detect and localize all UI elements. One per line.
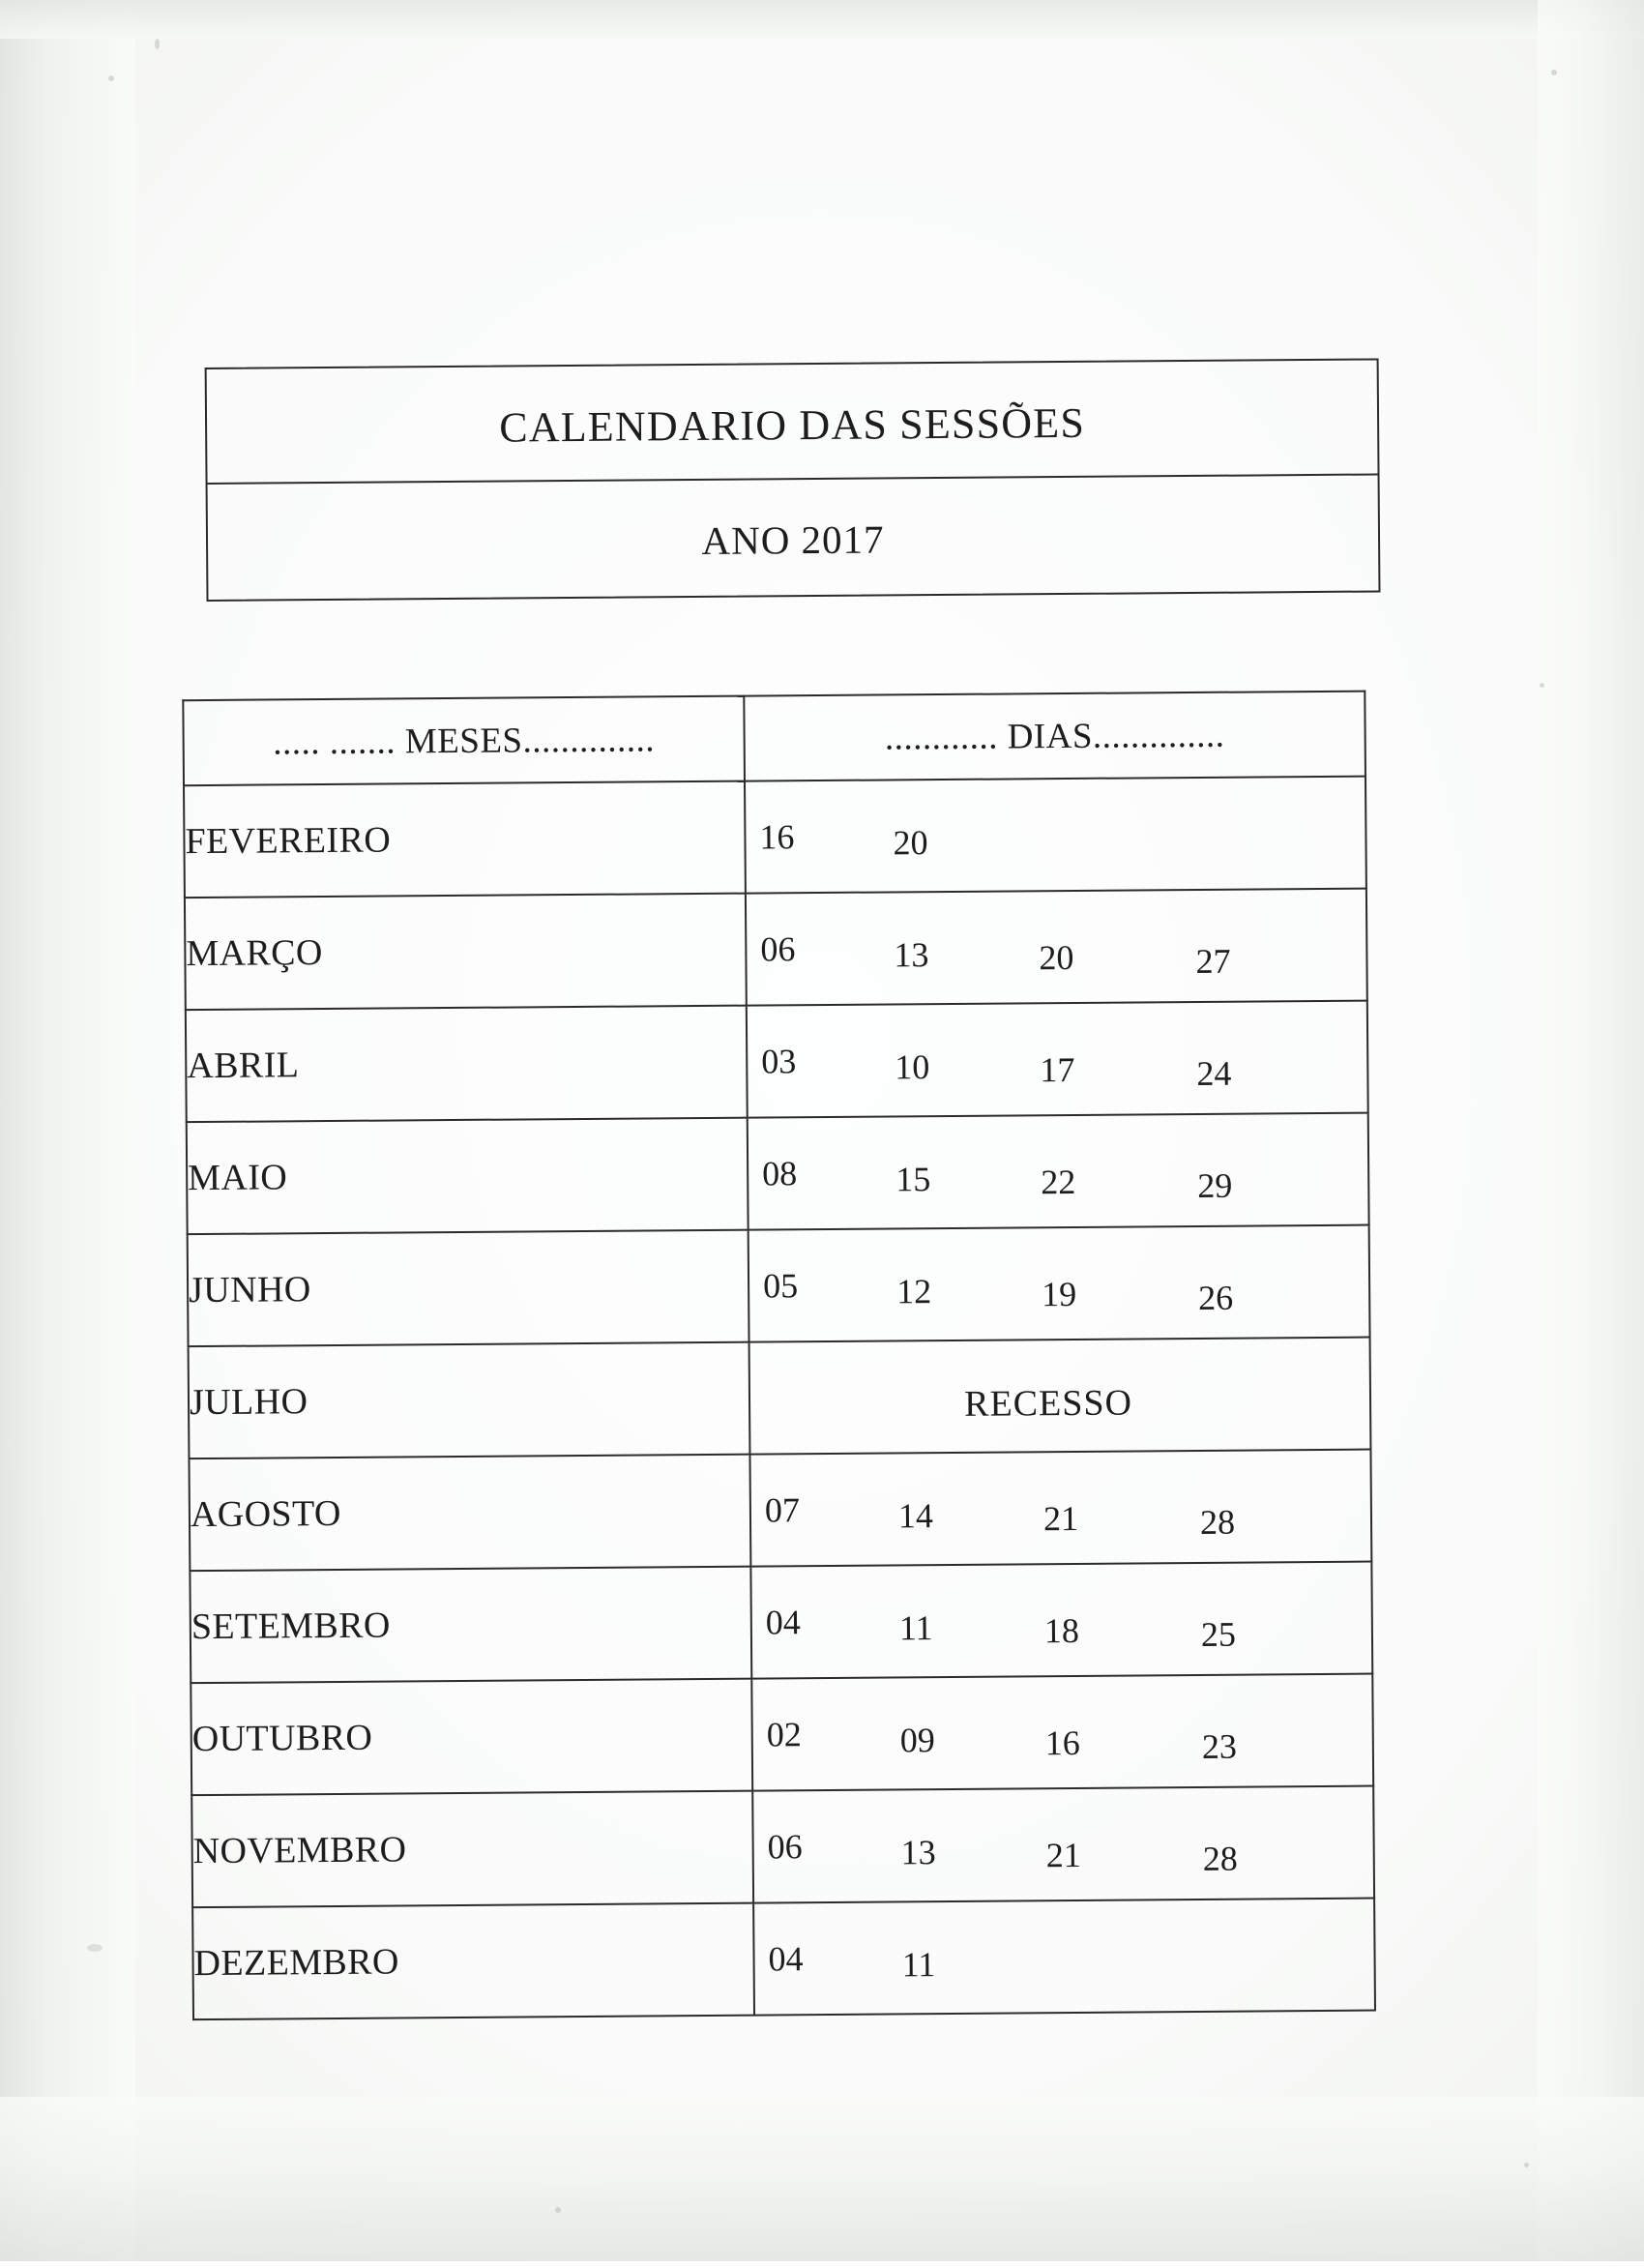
month-label: ABRIL — [186, 1006, 748, 1123]
session-day: 04 — [765, 1603, 801, 1642]
session-day: 21 — [1045, 1835, 1081, 1875]
days-cell — [750, 1562, 1372, 1679]
session-day: 13 — [894, 935, 929, 975]
session-day: 14 — [897, 1496, 934, 1536]
session-day: 06 — [760, 929, 796, 969]
session-day: 08 — [762, 1154, 798, 1193]
session-day: 05 — [762, 1266, 799, 1306]
table-row — [191, 1674, 1373, 1796]
session-day: 20 — [1039, 937, 1074, 978]
session-day: 19 — [1042, 1274, 1077, 1314]
month-label: MAIO — [187, 1118, 749, 1235]
table-row — [184, 777, 1366, 898]
session-day: 24 — [1196, 1053, 1232, 1093]
session-day: 28 — [1202, 1839, 1238, 1878]
session-day: 29 — [1197, 1165, 1233, 1205]
table-row — [186, 1001, 1368, 1123]
session-day: 06 — [767, 1827, 803, 1867]
days-cell — [747, 1001, 1368, 1118]
title-box — [205, 358, 1381, 602]
month-label: DEZEMBRO — [192, 1903, 754, 2020]
days-cell — [749, 1225, 1370, 1342]
session-day: 25 — [1200, 1614, 1237, 1654]
days-cell — [751, 1674, 1373, 1791]
days-cell — [746, 889, 1367, 1006]
table-row — [185, 889, 1367, 1011]
title-row-year — [208, 475, 1379, 599]
month-label: JUNHO — [188, 1230, 749, 1347]
month-label: FEVEREIRO — [184, 781, 746, 898]
days-cell — [752, 1786, 1374, 1903]
table-row — [192, 1899, 1375, 2020]
session-day: 20 — [893, 823, 928, 863]
session-day: 07 — [764, 1490, 801, 1530]
table-header-row — [183, 692, 1365, 786]
session-day: 10 — [895, 1047, 930, 1087]
month-label: AGOSTO — [189, 1455, 750, 1572]
month-label: OUTUBRO — [191, 1679, 752, 1796]
recess-note: RECESSO — [963, 1382, 1133, 1425]
page-title: CALENDARIO DAS SESSÕES — [499, 398, 1086, 452]
session-day: 28 — [1199, 1502, 1236, 1542]
month-label: NOVEMBRO — [191, 1791, 753, 1908]
session-day: 26 — [1198, 1278, 1234, 1317]
sessions-calendar-table — [182, 691, 1376, 2021]
days-cell — [745, 777, 1366, 894]
table-row — [187, 1113, 1369, 1235]
session-day: 18 — [1043, 1610, 1080, 1651]
table-row — [190, 1562, 1372, 1684]
session-day: 02 — [766, 1715, 802, 1754]
table-row — [188, 1225, 1370, 1347]
title-row-main — [207, 360, 1378, 484]
session-day: 03 — [761, 1042, 797, 1081]
session-day: 13 — [900, 1833, 936, 1872]
table-row — [191, 1786, 1374, 1908]
session-day: 11 — [901, 1945, 936, 1985]
days-cell — [749, 1338, 1371, 1455]
month-label: JULHO — [189, 1342, 750, 1459]
table-row — [189, 1450, 1371, 1572]
month-label: MARÇO — [185, 894, 747, 1011]
days-cell — [749, 1450, 1371, 1567]
session-day: 04 — [768, 1939, 804, 1979]
session-day: 23 — [1201, 1726, 1238, 1766]
session-day: 12 — [895, 1272, 932, 1311]
page-subtitle-year: ANO 2017 — [701, 515, 885, 563]
table-row — [189, 1338, 1371, 1459]
session-day: 21 — [1042, 1498, 1079, 1539]
session-day: 17 — [1040, 1049, 1075, 1090]
column-header-months: ..... ....... MESES.............. — [183, 696, 745, 786]
days-cell — [748, 1113, 1369, 1230]
session-day: 09 — [899, 1721, 935, 1760]
session-day: 16 — [759, 817, 795, 857]
session-day: 11 — [898, 1608, 933, 1648]
column-header-days: ............ DIAS.............. — [744, 692, 1365, 781]
session-day: 27 — [1195, 941, 1231, 981]
session-day: 16 — [1044, 1723, 1080, 1763]
days-cell — [753, 1899, 1375, 2016]
session-day: 22 — [1041, 1162, 1076, 1202]
month-label: SETEMBRO — [190, 1567, 751, 1684]
session-day: 15 — [895, 1160, 931, 1199]
